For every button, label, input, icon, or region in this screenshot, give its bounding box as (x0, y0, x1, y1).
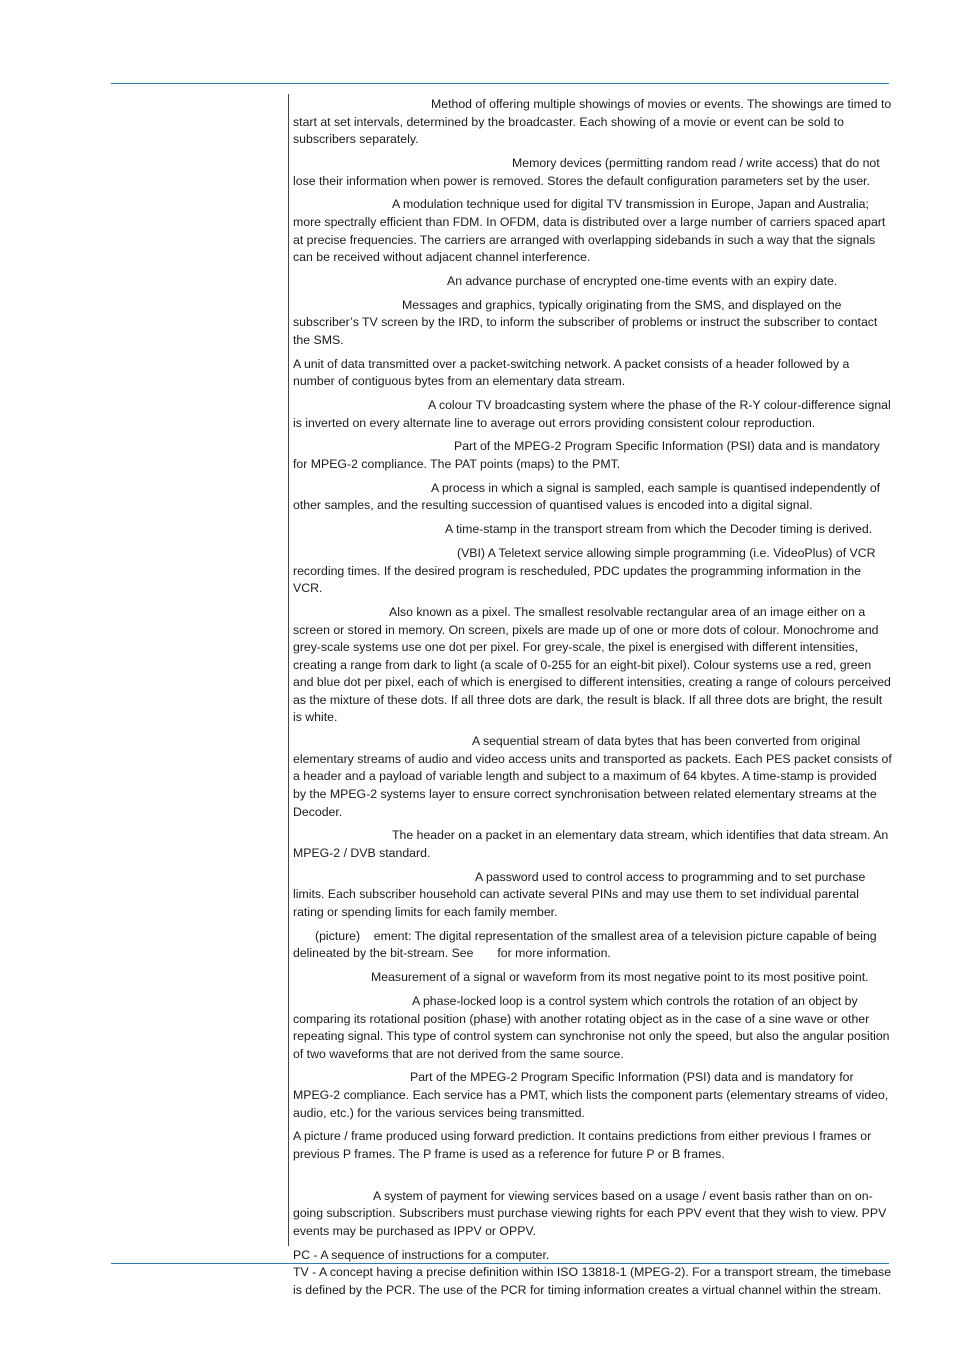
column-divider (288, 94, 289, 1246)
glossary-entry: Messages and graphics, typically originating from the SMS, and displayed on the subscriber’s TV screen by the IRD, to inform the subscriber of problems or instruct the subscriber to contact the SMS. (293, 297, 878, 347)
glossary-entry: A phase-locked loop is a control system which controls the rotation of an object by comparing its rotational position (phase) with another rotating object as in the case of a sine wave or other repeating signal. This type of control system can synchronise not only the speed, but also the angular position of two waveforms that are not derived from the same source. (293, 993, 890, 1061)
glossary-entry: A unit of data transmitted over a packet-switching network. A packet consists of a header followed by a number of contiguous bytes from an elementary data stream. (293, 356, 850, 389)
glossary-entry: A sequential stream of data bytes that has been converted from original elementary streams of audio and video access units and transported as packets. Each PES packet consists of a header and a payload of variable length and subject to a maximum of 64 kbytes. A time-stamp is provided by the MPEG-2 systems layer to ensure correct synchronisation between related elementary streams at the Decoder. (293, 734, 892, 819)
glossary-entry: Part of the MPEG-2 Program Specific Information (PSI) data and is mandatory for MPEG-2 compliance. The PAT points (maps) to the PMT. (293, 439, 880, 471)
glossary-entry: Also known as a pixel. The smallest resolvable rectangular area of an image either on a screen or stored in memory. On screen, pixels are made up of one or more dots of colour. Monochrome and grey-scale systems use one dot per pixel. For grey-scale, the pixel is energised with different intensities, creating a range from dark to light (a scale of 0-255 for an eight-bit pixel). Colour systems use a red, green and blue dot per pixel, each of which is energised to different intensities, creating a range of colours perceived as the mixture of these dots. If all three dots are dark, the result is black. If all three dots are bright, the result is white. (293, 604, 891, 725)
glossary-column (293, 96, 893, 1306)
glossary-entry: (VBI) A Teletext service allowing simple programming (i.e. VideoPlus) of VCR recording times. If the desired program is rescheduled, PDC updates the programming information in the VCR. (293, 545, 876, 596)
glossary-entry: Measurement of a signal or waveform from its most negative point to its most positive point. (371, 970, 869, 985)
glossary-entry: A time-stamp in the transport stream from which the Decoder timing is derived. (445, 522, 873, 537)
glossary-entry: Method of offering multiple showings of movies or events. The showings are timed to start at set intervals, determined by the broadcaster. Each showing of a movie or event can be sold to subscribers separately. (293, 97, 892, 147)
glossary-entry: A picture / frame produced using forward prediction. It contains predictions from either previous I frames or previous P frames. The P frame is used as a reference for future P or B frames. (293, 1129, 872, 1162)
glossary-entry: The header on a packet in an elementary data stream, which identifies that data stream. An MPEG-2 / DVB standard. (293, 828, 889, 860)
glossary-entry: Memory devices (permitting random read / write access) that do not lose their information when power is removed. Stores the default configuration parameters set by the user. (293, 155, 880, 188)
glossary-entry: An advance purchase of encrypted one-time events with an expiry date. (447, 273, 838, 288)
glossary-entry: A process in which a signal is sampled, each sample is quantised independently of other samples, and the resulting succession of quantised values is encoded into a digital signal. (293, 480, 881, 513)
glossary-entry: A system of payment for viewing services based on a usage / event basis rather than on on-going subscription. Subscribers must purchase viewing rights for each PPV event that they wish to view. PPV events may be purchased as IPPV or OPPV. (293, 1188, 887, 1238)
glossary-entry: Part of the MPEG-2 Program Specific Information (PSI) data and is mandatory for MPEG-2 compliance. Each service has a PMT, which lists the component parts (elementary streams of video, audio, etc.) for the various services being transmitted. (293, 1070, 889, 1120)
glossary-entry: (picture) ement: The digital representation of the smallest area of a television picture capable of being delineated by the bit-stream. See for more information. (293, 928, 881, 961)
glossary-entry: A modulation technique used for digital TV transmission in Europe, Japan and Australia; more spectrally efficient than FDM. In OFDM, data is distributed over a large number of carriers spaced apart at precise frequencies. The carriers are arranged with overlapping sidebands in such a way that the signals can be received without adjacent channel interference. (293, 197, 886, 265)
glossary-entry: PC - A sequence of instructions for a computer. (293, 1247, 550, 1262)
header-rule (111, 83, 889, 84)
footer-rule (111, 1263, 889, 1264)
glossary-entry: A colour TV broadcasting system where the phase of the R-Y colour-difference signal is inverted on every alternate line to average out errors providing consistent colour reproduction. (293, 398, 891, 430)
glossary-entry: TV - A concept having a precise definition within ISO 13818-1 (MPEG-2). For a transport stream, the timebase is defined by the PCR. The use of the PCR for timing information creates a virtual channel within the stream. (293, 1265, 892, 1297)
glossary-entry: A password used to control access to programming and to set purchase limits. Each subscriber household can activate several PINs and may use them to set individual parental rating or spending limits for each family member. (293, 869, 866, 919)
